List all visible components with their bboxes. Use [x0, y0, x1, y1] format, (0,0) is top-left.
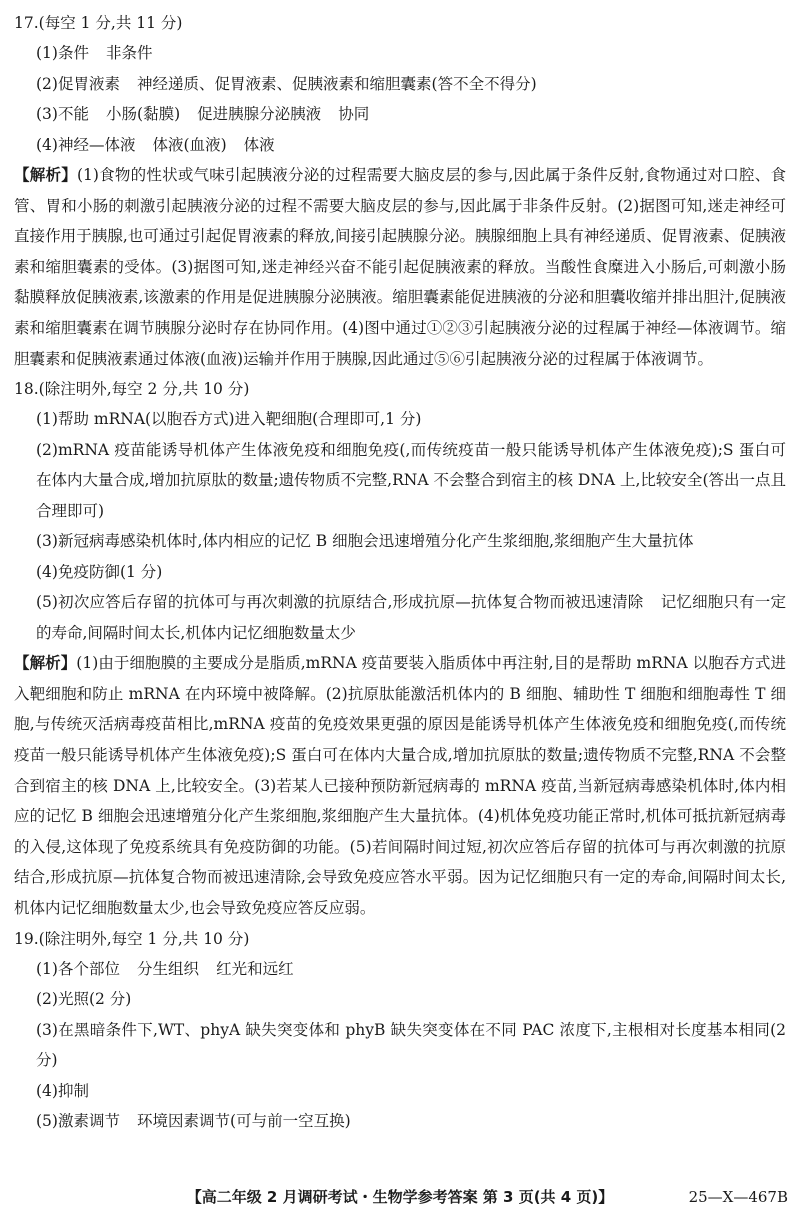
- q17-header: 17.(每空 1 分,共 11 分): [14, 14, 183, 32]
- q17-answer-1: (1)条件 非条件: [36, 44, 153, 62]
- footer-title: 【高二年级 2 月调研考试・生物学参考答案 第 3 页(共 4 页)】: [186, 1188, 614, 1206]
- q18-answer-4: (4)免疫防御(1 分): [36, 562, 163, 581]
- q18-answer-2: (2)mRNA 疫苗能诱导机体产生体液免疫和细胞免疫(,而传统疫苗一般只能诱导机体产生体液免疫);S 蛋白可在体内大量合成,增加抗原肽的数量;遗传物质不完整,RNA 不会整合到宿主的核 DNA 上,比较安全(答出一点且合理即可): [36, 440, 786, 520]
- q17-answer-4: (4)神经—体液 体液(血液) 体液: [36, 135, 275, 154]
- q17-answer-3: (3)不能 小肠(黏膜) 促进胰腺分泌胰液 协同: [36, 105, 370, 123]
- q17-answer-2: (2)促胃液素 神经递质、促胃液素、促胰液素和缩胆囊素(答不全不得分): [36, 74, 537, 93]
- q19-answer-5: (5)激素调节 环境因素调节(可与前一空互换): [36, 1112, 351, 1130]
- q18-analysis: 【解析】(1)由于细胞膜的主要成分是脂质,mRNA 疫苗要装入脂质体中再注射,目的是帮助 mRNA 以胞吞方式进入靶细胞和防止 mRNA 在内环境中被降解。(2)抗原肽能激活机体内的 B 细胞、辅助性 T 细胞和细胞毒性 T 细胞,与传统灭活病毒疫苗相比,mRNA 疫苗的免疫效果更强的原因是能诱导机体产生体液免疫和细胞免疫(,而传统疫苗一般只能诱导机体产生体液免疫);S 蛋白可在体内大量合成,增加抗原肽的数量;遗传物质不完整,RNA 不会整合到宿主的核 DNA 上,比较安全。(3)若某人已接种预防新冠病毒的 mRNA 疫苗,当新冠病毒感染机体时,体内相应的记忆 B 细胞会迅速增殖分化产生浆细胞,浆细胞产生大量抗体。(4)机体免疫功能正常时,机体可抵抗新冠病毒的入侵,这体现了免疫系统具有免疫防御的功能。(5)若间隔时间过短,初次应答后存留的抗体可与再次刺激的抗原结合,形成抗原—抗体复合物而被迅速清除,会导致免疫应答水平弱。因为记忆细胞只有一定的寿命,间隔时间太长,机体内记忆细胞数量太少,也会导致免疫应答反应弱。: [14, 654, 786, 917]
- page-footer: [0, 1180, 800, 1214]
- q19-answer-2: (2)光照(2 分): [36, 990, 132, 1008]
- q19-answer-4: (4)抑制: [36, 1081, 89, 1100]
- q19-answer-1: (1)各个部位 分生组织 红光和远红: [36, 959, 294, 978]
- analysis-tag: 【解析】: [14, 166, 77, 184]
- q19-answer-3: (3)在黑暗条件下,WT、phyA 缺失突变体和 phyB 缺失突变体在不同 PAC 浓度下,主根相对长度基本相同(2 分): [36, 1020, 786, 1069]
- q19-header: 19.(除注明外,每空 1 分,共 10 分): [14, 929, 250, 948]
- q18-answer-3: (3)新冠病毒感染机体时,体内相应的记忆 B 细胞会迅速增殖分化产生浆细胞,浆细胞产生大量抗体: [36, 532, 694, 551]
- q18-answer-1: (1)帮助 mRNA(以胞吞方式)进入靶细胞(合理即可,1 分): [36, 410, 422, 429]
- analysis-tag: 【解析】: [14, 654, 77, 673]
- answer-content: [14, 8, 786, 1137]
- q18-answer-5: (5)初次应答后存留的抗体可与再次刺激的抗原结合,形成抗原—抗体复合物而被迅速清除 记忆细胞只有一定的寿命,间隔时间太长,机体内记忆细胞数量太少: [36, 593, 786, 642]
- q17-analysis: 【解析】(1)食物的性状或气味引起胰液分泌的过程需要大脑皮层的参与,因此属于条件反射,食物通过对口腔、食管、胃和小肠的刺激引起胰液分泌的过程不需要大脑皮层的参与,因此属于非条件反射。(2)据图可知,迷走神经可直接作用于胰腺,也可通过引起促胃液素的释放,间接引起胰腺分泌。胰腺细胞上具有神经递质、促胃液素、促胰液素和缩胆囊素的受体。(3)据图可知,迷走神经兴奋不能引起促胰液素的释放。当酸性食糜进入小肠后,可刺激小肠黏膜释放促胰液素,该激素的作用是促进胰腺分泌胰液。缩胆囊素能促进胰液的分泌和胆囊收缩并排出胆汁,促胰液素和缩胆囊素在调节胰腺分泌时存在协同作用。(4)图中通过①②③引起胰液分泌的过程属于神经—体液调节。缩胆囊素和促胰液素通过体液(血液)运输并作用于胰腺,因此通过⑤⑥引起胰液分泌的过程属于体液调节。: [14, 166, 786, 368]
- footer-code: 25—X—467B: [688, 1188, 788, 1206]
- q18-header: 18.(除注明外,每空 2 分,共 10 分): [14, 380, 250, 399]
